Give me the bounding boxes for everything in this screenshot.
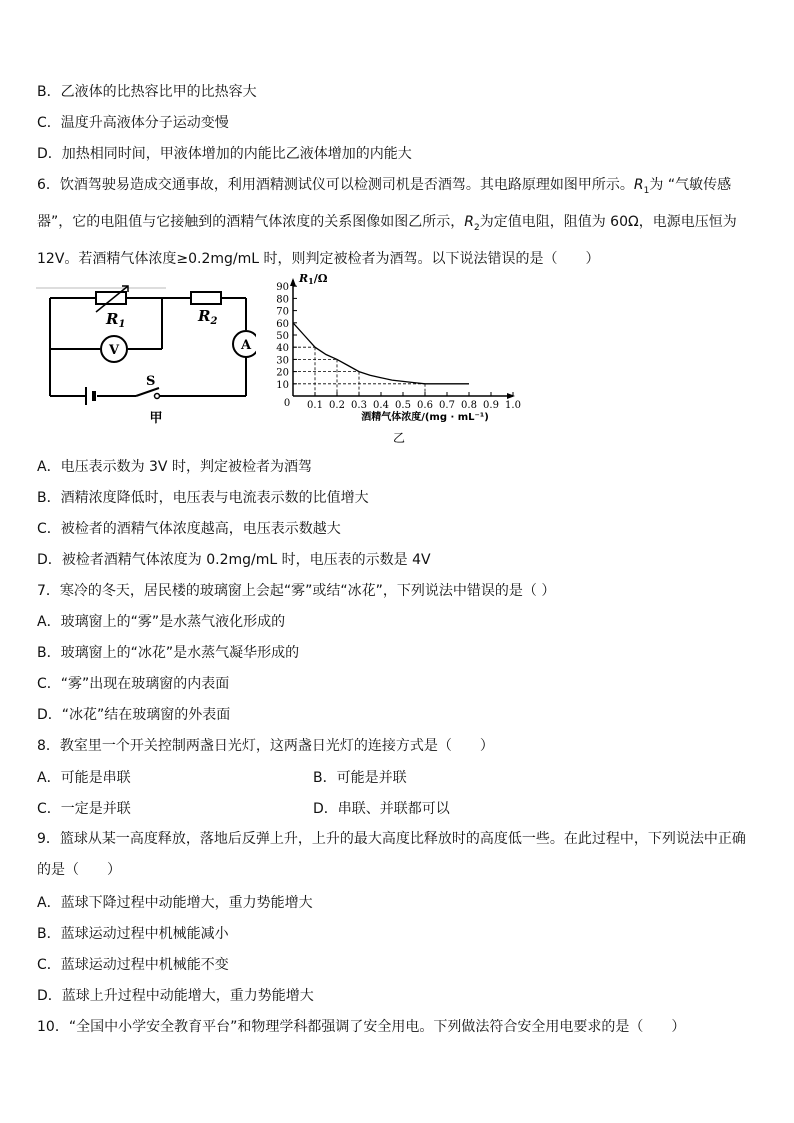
y-tick-label: 40 bbox=[276, 343, 289, 355]
voltmeter-label: V bbox=[108, 343, 120, 358]
q9-option-c: C．蓝球运动过程中机械能不变 bbox=[37, 957, 229, 973]
switch-contact bbox=[155, 394, 160, 399]
q8-stem: 8．教室里一个开关控制两盏日光灯，这两盏日光灯的连接方式是（ ） bbox=[37, 738, 494, 754]
x-tick-label: 1.0 bbox=[505, 400, 521, 411]
q6-stem: 6．饮酒驾驶易造成交通事故，利用酒精测试仪可以检测司机是否酒驾。其电路原理如图甲所示。$R_1$为 “气敏传感器”，它的电阻值与它接触到的酒精气体浓度的关系图像如图乙所示，$R_2$为定值电阻，阻值为 60Ω，电源电压恒为 12V。若酒精气体浓度≥0.2mg/mL 时，则判定被检者为酒驾。以下说法错误的是（ ） bbox=[37, 177, 737, 267]
x-tick-label: 0.7 bbox=[439, 400, 455, 411]
q7-option-a: A．玻璃窗上的“雾”是水蒸气液化形成的 bbox=[37, 614, 286, 630]
q8-option-a: A．可能是串联 bbox=[37, 770, 131, 786]
resistance-concentration-chart bbox=[265, 268, 535, 448]
q9-option-d: D．蓝球上升过程中动能增大，重力势能增大 bbox=[37, 988, 314, 1004]
x-tick-label: 0.1 bbox=[307, 400, 323, 411]
y-axis-arrow bbox=[290, 278, 296, 286]
q5-option-d: D．加热相同时间，甲液体增加的内能比乙液体增加的内能大 bbox=[37, 146, 412, 162]
y-tick-label: 60 bbox=[276, 318, 289, 330]
figure-caption-yi: 乙 bbox=[392, 431, 406, 445]
q8-option-d: D．串联、并联都可以 bbox=[313, 801, 450, 817]
q7-option-b: B．玻璃窗上的“冰花”是水蒸气凝华形成的 bbox=[37, 645, 300, 661]
y-tick-label: 10 bbox=[276, 379, 289, 391]
q7-option-d: D．“冰花”结在玻璃窗的外表面 bbox=[37, 707, 231, 723]
battery bbox=[86, 387, 94, 405]
q5-option-b: B．乙液体的比热容比甲的比热容大 bbox=[37, 84, 257, 100]
x-tick-label: 0.4 bbox=[373, 400, 389, 411]
q10-stem: 10．“全国中小学安全教育平台”和物理学科都强调了安全用电。下列做法符合安全用电要求的是（ ） bbox=[37, 1019, 686, 1035]
y-tick-label: 30 bbox=[276, 355, 289, 367]
ammeter-label: A bbox=[240, 338, 252, 353]
resistance-curve bbox=[293, 323, 469, 384]
q9-stem: 9．篮球从某一高度释放，落地后反弹上升，上升的最大高度比释放时的高度低一些。在此过程中，下列说法中正确的是（ ） bbox=[37, 831, 746, 878]
y-tick-label: 20 bbox=[276, 367, 289, 379]
q6-option-d: D．被检者酒精气体浓度为 0.2mg/mL 时，电压表的示数是 4V bbox=[37, 552, 431, 568]
x-tick-label: 0.6 bbox=[417, 400, 433, 411]
x-tick-label: 0.8 bbox=[461, 400, 477, 411]
q5-option-c: C．温度升高液体分子运动变慢 bbox=[37, 115, 229, 131]
x-tick-label: 0.5 bbox=[395, 400, 411, 411]
circuit-diagram bbox=[36, 278, 256, 428]
x-tick-label: 0.9 bbox=[483, 400, 499, 411]
r2-label: $R_2$ bbox=[198, 307, 218, 327]
origin-label: 0 bbox=[283, 398, 291, 409]
q9-option-b: B．蓝球运动过程中机械能减小 bbox=[37, 926, 229, 942]
y-tick-label: 90 bbox=[276, 282, 289, 294]
q6-option-c: C．被检者的酒精气体浓度越高，电压表示数越大 bbox=[37, 521, 341, 537]
q7-option-c: C．“雾”出现在玻璃窗的内表面 bbox=[37, 676, 230, 692]
figure-caption-jia: 甲 bbox=[149, 411, 163, 426]
q7-stem: 7．寒冷的冬天，居民楼的玻璃窗上会起“雾”或结“冰花”，下列说法中错误的是（ ） bbox=[37, 583, 556, 599]
y-tick-label: 80 bbox=[276, 294, 289, 306]
r2-fixed-resistor bbox=[191, 292, 221, 304]
x-axis-arrow bbox=[507, 393, 515, 399]
r1-label: $R_1$ bbox=[106, 310, 126, 330]
y-tick-label: 50 bbox=[276, 331, 289, 342]
q8-option-c: C．一定是并联 bbox=[37, 801, 131, 817]
x-tick-label: 0.2 bbox=[329, 400, 345, 411]
y-axis-label: R1/Ω bbox=[299, 272, 328, 286]
switch-label: S bbox=[146, 374, 156, 389]
q6-option-b: B．酒精浓度降低时，电压表与电流表示数的比值增大 bbox=[37, 490, 369, 506]
q8-option-b: B．可能是并联 bbox=[313, 770, 407, 786]
x-axis-label: 酒精气体浓度/(mg · mL⁻¹) bbox=[361, 412, 489, 423]
q9-option-a: A．蓝球下降过程中动能增大，重力势能增大 bbox=[37, 895, 313, 911]
q6-option-a: A．电压表示数为 3V 时，判定被检者为酒驾 bbox=[37, 459, 312, 475]
x-tick-label: 0.3 bbox=[351, 400, 367, 411]
r1-sensor-resistor bbox=[96, 292, 126, 304]
y-tick-label: 70 bbox=[276, 306, 289, 318]
